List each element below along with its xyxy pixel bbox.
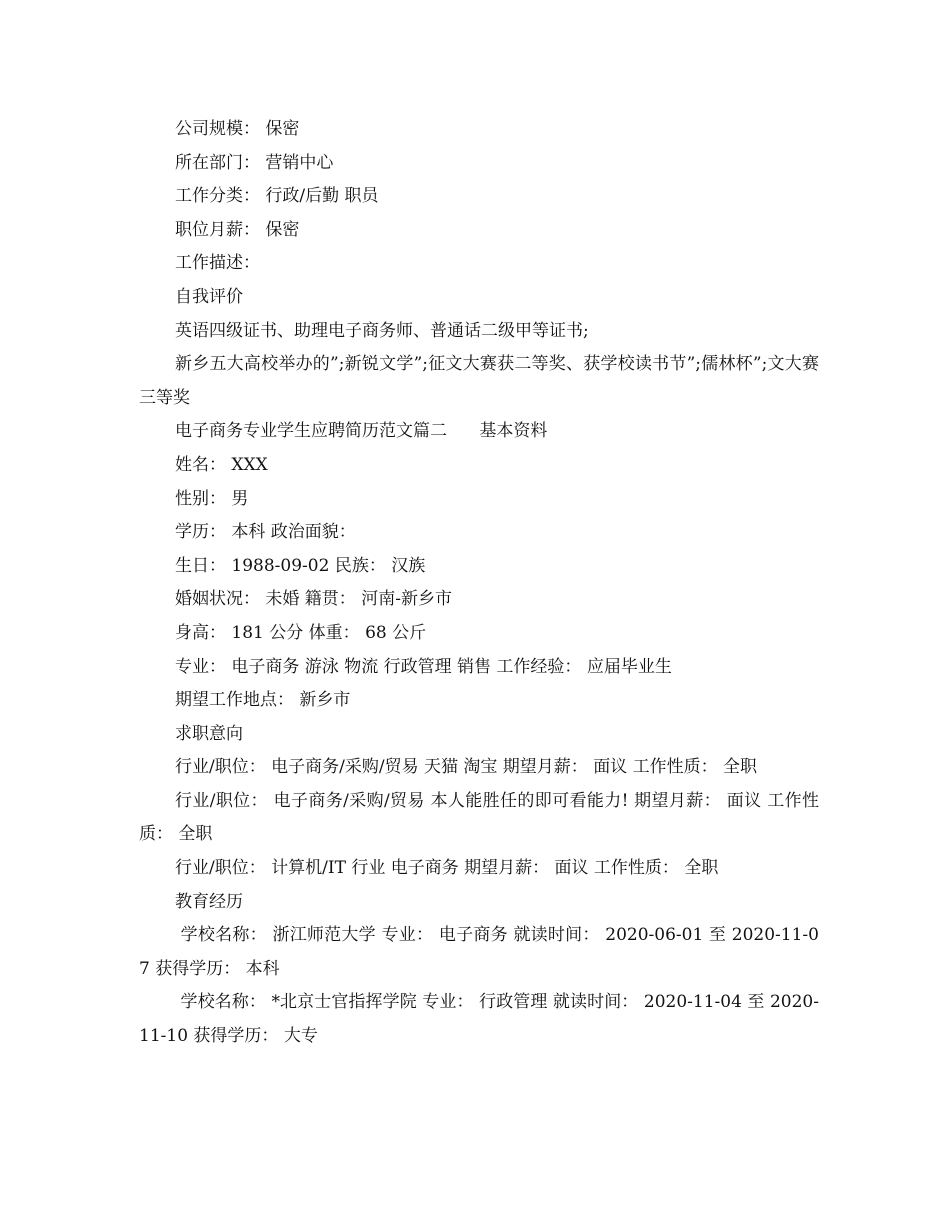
monthly-salary-line: 职位月薪： 保密 [175,219,300,240]
education-entry-1: 学校名称： 浙江师范大学 专业： 电子商务 就读时间： 2020-06-01 至 2020-11-07 获得学历： 本科 [139,925,819,979]
section-title-basic-info: 电子商务专业学生应聘简历范文篇二 基本资料 [175,421,548,442]
expected-location-line: 期望工作地点： 新乡市 [175,690,351,711]
job-intention-2: 行业/职位： 电子商务/采购/贸易 本人能胜任的即可看能力! 期望月薪： 面议 工作性质： 全职 [139,790,819,845]
marital-hometown-line: 婚姻状况： 未婚 籍贯： 河南-新乡市 [175,589,452,610]
gender-line: 性别： 男 [175,488,249,509]
document-page [139,113,819,1054]
major-experience-line: 专业： 电子商务 游泳 物流 行政管理 销售 工作经验： 应届毕业生 [175,656,672,677]
name-line: 姓名： XXX [175,454,268,475]
department-line: 所在部门： 营销中心 [175,152,334,173]
job-category-line: 工作分类： 行政/后勤 职员 [175,186,379,207]
self-evaluation-heading: 自我评价 [175,286,243,307]
education-political-line: 学历： 本科 政治面貌： [175,522,356,543]
company-size-line: 公司规模： 保密 [175,119,300,139]
job-intention-heading: 求职意向 [175,723,243,744]
education-heading: 教育经历 [175,891,243,912]
awards-paragraph: 新乡五大高校举办的”;新锐文学”;征文大赛获二等奖、获学校读书节”;儒林杯”;文大赛三等奖 [139,354,819,408]
birthday-ethnicity-line: 生日： 1988-09-02 民族： 汉族 [175,555,426,576]
job-intention-1: 行业/职位： 电子商务/采购/贸易 天猫 淘宝 期望月薪： 面议 工作性质： 全职 [175,757,758,778]
education-entry-2: 学校名称： *北京士官指挥学院 专业： 行政管理 就读时间： 2020-11-04 至 2020-11-10 获得学历： 大专 [139,992,819,1047]
job-intention-3: 行业/职位： 计算机/IT 行业 电子商务 期望月薪： 面议 工作性质： 全职 [175,858,719,879]
job-description-line: 工作描述： [175,253,260,274]
certificates-line: 英语四级证书、助理电子商务师、普通话二级甲等证书; [175,320,589,341]
height-weight-line: 身高： 181 公分 体重： 68 公斤 [175,622,427,643]
